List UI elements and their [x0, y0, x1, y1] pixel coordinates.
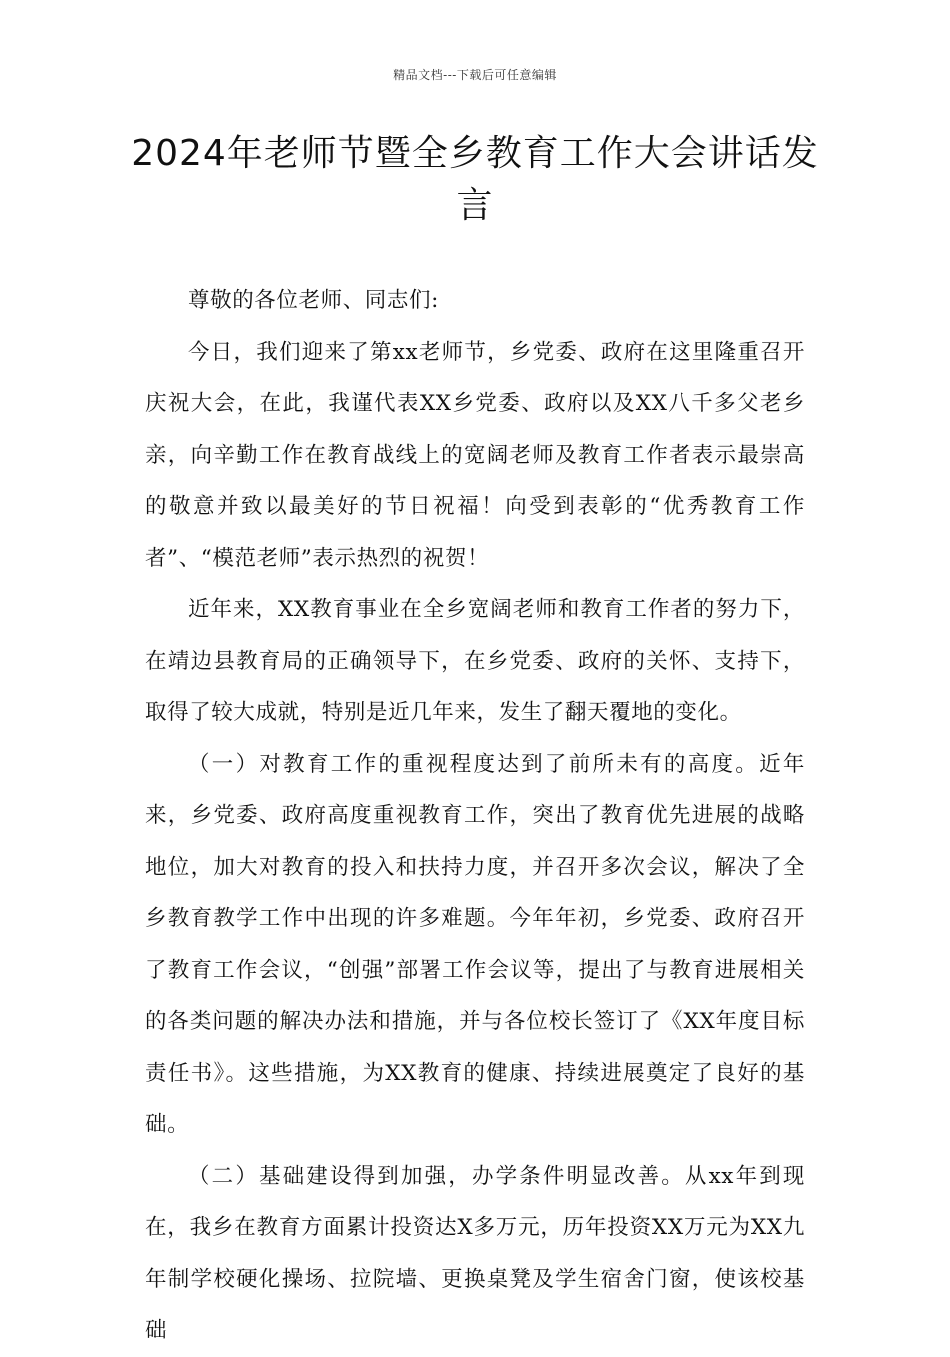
body-paragraph: （二）基础建设得到加强，办学条件明显改善。从xx年到现在，我乡在教育方面累计投资达X多万元，历年投资XX万元为XX九年制学校硬化操场、拉院墙、更换桌凳及学生宿舍门窗，使该校基础 [145, 1163, 805, 1343]
document-title: 2024年老师节暨全乡教育工作大会讲话发言 [131, 133, 819, 226]
body-paragraph: 今日，我们迎来了第xx老师节，乡党委、政府在这里隆重召开庆祝大会，在此，我谨代表XX乡党委、政府以及XX八千多父老乡亲，向辛勤工作在教育战线上的宽阔老师及教育工作者表示最崇高的敬意并致以最美好的节日祝福！向受到表彰的“优秀教育工作者”、“模范老师”表示热烈的祝贺！ [145, 339, 805, 571]
header-note: 精品文档---下载后可任意编辑 [393, 68, 557, 82]
body-paragraph: 近年来，XX教育事业在全乡宽阔老师和教育工作者的努力下，在靖边县教育局的正确领导下，在乡党委、政府的关怀、支持下，取得了较大成就，特别是近几年来，发生了翻天覆地的变化。 [145, 597, 805, 725]
body-paragraph: （一）对教育工作的重视程度达到了前所未有的高度。近年来，乡党委、政府高度重视教育工作，突出了教育优先进展的战略地位，加大对教育的投入和扶持力度，并召开多次会议，解决了全乡教育教学工作中出现的许多难题。今年年初，乡党委、政府召开了教育工作会议，“创强”部署工作会议等，提出了与教育进展相关的各类问题的解决办法和措施，并与各位校长签订了《XX年度目标责任书》。这些措施，为XX教育的健康、持续进展奠定了良好的基础。 [145, 751, 805, 1137]
salutation-paragraph: 尊敬的各位老师、同志们: [188, 288, 439, 313]
document-body [145, 275, 805, 1357]
